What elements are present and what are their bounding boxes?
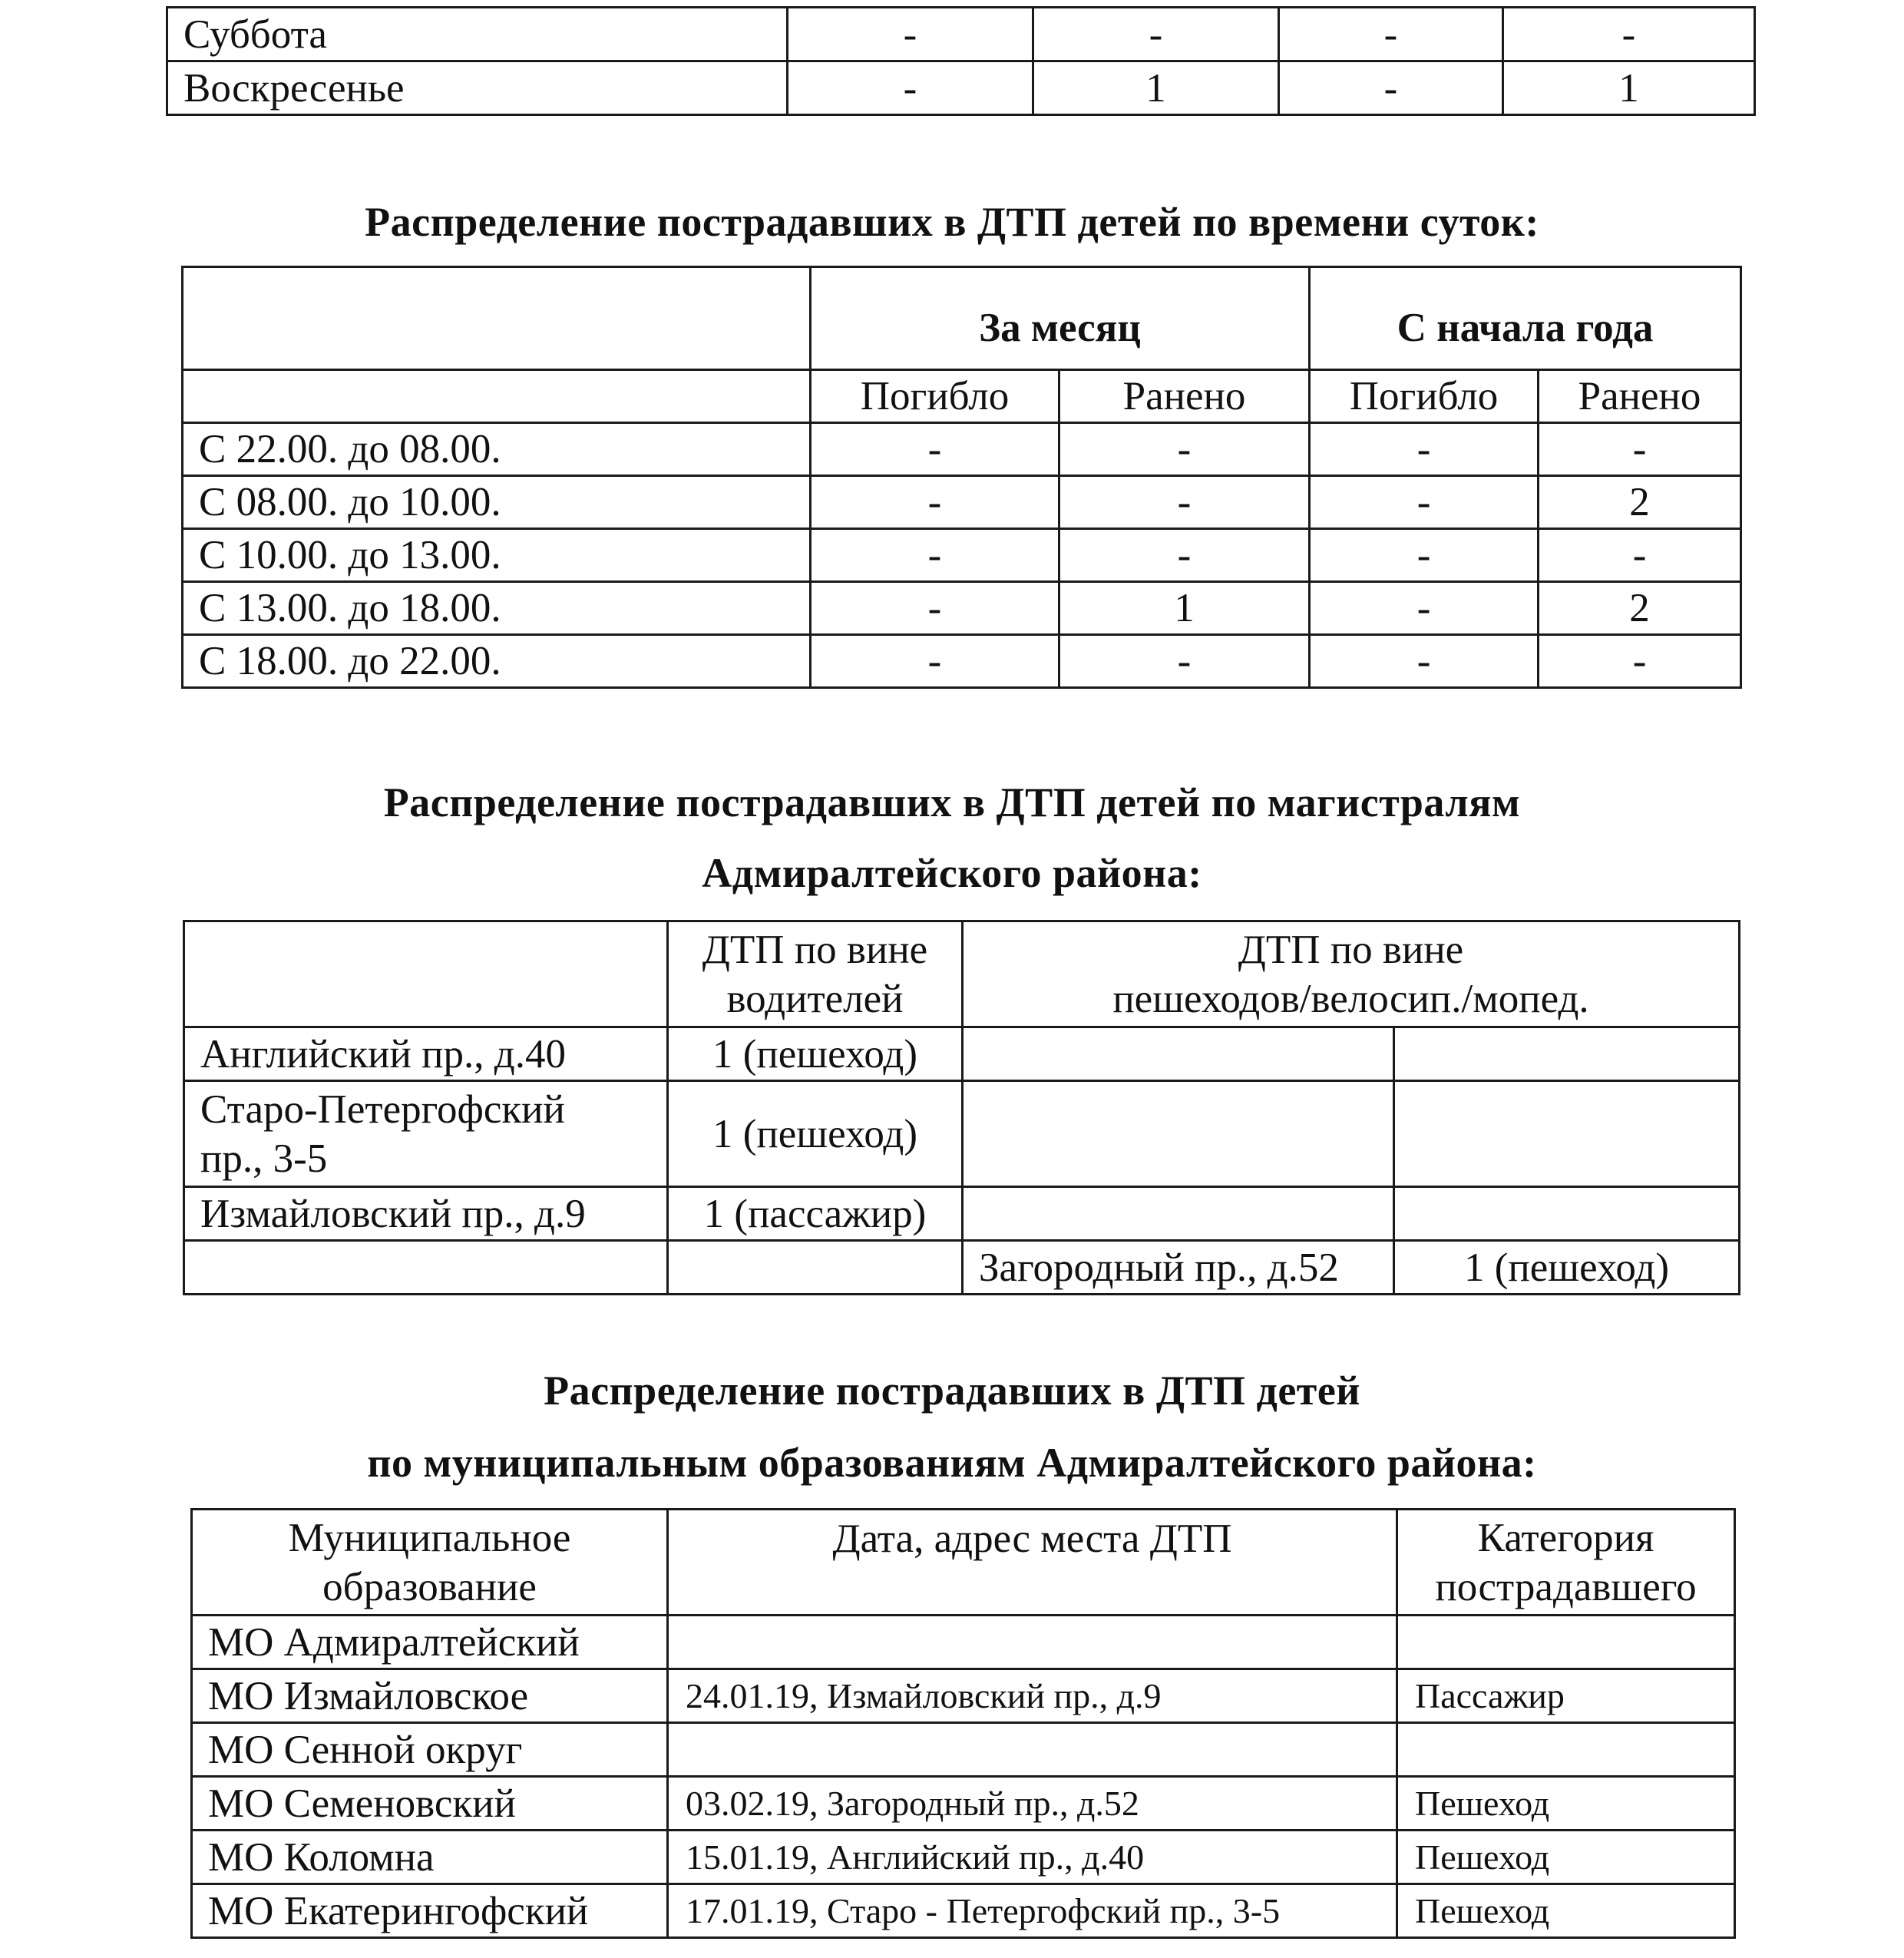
table-cell: - bbox=[1539, 423, 1741, 476]
group-month-header: За месяц bbox=[811, 267, 1310, 370]
pedestrian-count-cell bbox=[1394, 1027, 1740, 1081]
time-range-label: С 22.00. до 08.00. bbox=[183, 423, 811, 476]
empty-cell bbox=[183, 267, 811, 370]
roads-table bbox=[183, 920, 1740, 1295]
time-range-label: С 10.00. до 13.00. bbox=[183, 529, 811, 582]
table-cell: - bbox=[1539, 635, 1741, 688]
table-cell: - bbox=[811, 476, 1059, 529]
table-row bbox=[192, 1884, 1735, 1938]
road-label-line2: пр., 3-5 bbox=[200, 1136, 328, 1181]
col-header-drivers-line2: водителей bbox=[726, 976, 904, 1021]
date-address-cell bbox=[668, 1723, 1397, 1777]
table-row bbox=[183, 529, 1741, 582]
table-cell: - bbox=[1310, 476, 1539, 529]
table-row bbox=[183, 476, 1741, 529]
col-header-drivers-line1: ДТП по вине bbox=[702, 927, 928, 972]
drivers-cell: 1 (пешеход) bbox=[668, 1027, 963, 1081]
date-address-cell bbox=[668, 1616, 1397, 1669]
category-cell: Пешеход bbox=[1397, 1777, 1735, 1831]
roads-section-title-line2: Адмиралтейского района: bbox=[702, 850, 1202, 896]
empty-cell bbox=[183, 370, 811, 423]
table-row bbox=[184, 1241, 1740, 1295]
road-label bbox=[184, 1241, 668, 1295]
table-cell: 2 bbox=[1539, 582, 1741, 635]
table-row bbox=[192, 1616, 1735, 1669]
municipality-cell: МО Сенной округ bbox=[192, 1723, 668, 1777]
drivers-cell: 1 (пассажир) bbox=[668, 1187, 963, 1241]
table-cell: - bbox=[1059, 529, 1310, 582]
table-cell: - bbox=[811, 529, 1059, 582]
table-row bbox=[167, 8, 1755, 61]
table-row bbox=[183, 370, 1741, 423]
road-label: Измайловский пр., д.9 bbox=[184, 1187, 668, 1241]
table-cell: - bbox=[788, 61, 1033, 115]
municipal-section-title-line2: по муниципальным образованиям Адмиралтейского района: bbox=[367, 1440, 1537, 1486]
table-row bbox=[184, 1187, 1740, 1241]
municipality-cell: МО Адмиралтейский bbox=[192, 1616, 668, 1669]
pedestrian-place-cell bbox=[963, 1187, 1394, 1241]
col-header-pedestrians-line2: пешеходов/велосип./мопед. bbox=[1112, 976, 1589, 1021]
date-address-cell: 17.01.19, Старо - Петергофский пр., 3-5 bbox=[668, 1884, 1397, 1938]
time-range-label: С 08.00. до 10.00. bbox=[183, 476, 811, 529]
table-row bbox=[192, 1723, 1735, 1777]
pedestrian-place-cell bbox=[963, 1027, 1394, 1081]
table-row bbox=[192, 1831, 1735, 1884]
col-header-drivers bbox=[668, 921, 963, 1027]
pedestrian-place-cell bbox=[963, 1081, 1394, 1187]
drivers-cell: 1 (пешеход) bbox=[668, 1081, 963, 1187]
weekday-label: Суббота bbox=[167, 8, 788, 61]
municipality-cell: МО Измайловское bbox=[192, 1669, 668, 1723]
pedestrian-count-cell bbox=[1394, 1081, 1740, 1187]
table-cell: 2 bbox=[1539, 476, 1741, 529]
col-header-killed: Погибло bbox=[1310, 370, 1539, 423]
category-cell bbox=[1397, 1616, 1735, 1669]
municipality-cell: МО Екатерингофский bbox=[192, 1884, 668, 1938]
table-cell: - bbox=[1059, 423, 1310, 476]
col-header-injured: Ранено bbox=[1059, 370, 1310, 423]
pedestrian-count-cell bbox=[1394, 1187, 1740, 1241]
road-label-line1: Старо-Петергофский bbox=[200, 1086, 565, 1132]
table-cell: - bbox=[1539, 529, 1741, 582]
col-header-category-line1: Категория bbox=[1477, 1515, 1654, 1560]
table-cell: - bbox=[1033, 8, 1279, 61]
table-cell: - bbox=[1059, 635, 1310, 688]
table-cell: - bbox=[1279, 61, 1503, 115]
col-header-injured: Ранено bbox=[1539, 370, 1741, 423]
table-row bbox=[183, 267, 1741, 370]
time-table bbox=[181, 266, 1742, 689]
table-cell: - bbox=[1310, 529, 1539, 582]
table-row bbox=[183, 582, 1741, 635]
group-year-header: С начала года bbox=[1310, 267, 1741, 370]
municipal-section-title-line1: Распределение пострадавших в ДТП детей bbox=[544, 1368, 1360, 1414]
table-cell: 1 bbox=[1503, 61, 1755, 115]
weekday-label: Воскресенье bbox=[167, 61, 788, 115]
col-header-pedestrians-line1: ДТП по вине bbox=[1238, 927, 1464, 972]
time-section-title: Распределение пострадавших в ДТП детей по времени суток: bbox=[365, 199, 1539, 245]
category-cell bbox=[1397, 1723, 1735, 1777]
time-range-label: С 13.00. до 18.00. bbox=[183, 582, 811, 635]
roads-section-title-line1: Распределение пострадавших в ДТП детей по магистралям bbox=[383, 779, 1521, 825]
category-cell: Пешеход bbox=[1397, 1831, 1735, 1884]
date-address-cell: 15.01.19, Английский пр., д.40 bbox=[668, 1831, 1397, 1884]
table-row bbox=[184, 1081, 1740, 1187]
table-cell: 1 bbox=[1059, 582, 1310, 635]
col-header-municipality-line2: образование bbox=[322, 1564, 537, 1609]
table-cell: - bbox=[1310, 635, 1539, 688]
table-cell: - bbox=[1503, 8, 1755, 61]
category-cell: Пассажир bbox=[1397, 1669, 1735, 1723]
municipality-cell: МО Коломна bbox=[192, 1831, 668, 1884]
table-row bbox=[167, 61, 1755, 115]
table-cell: - bbox=[1279, 8, 1503, 61]
table-cell: - bbox=[1059, 476, 1310, 529]
table-cell: - bbox=[811, 635, 1059, 688]
table-row bbox=[192, 1777, 1735, 1831]
table-cell: - bbox=[1310, 423, 1539, 476]
table-cell: - bbox=[811, 582, 1059, 635]
date-address-cell: 24.01.19, Измайловский пр., д.9 bbox=[668, 1669, 1397, 1723]
weekday-table bbox=[166, 6, 1756, 116]
date-address-cell: 03.02.19, Загородный пр., д.52 bbox=[668, 1777, 1397, 1831]
table-row bbox=[192, 1510, 1735, 1616]
col-header-category-line2: пострадавшего bbox=[1435, 1564, 1697, 1609]
table-row bbox=[183, 423, 1741, 476]
time-range-label: С 18.00. до 22.00. bbox=[183, 635, 811, 688]
col-header-killed: Погибло bbox=[811, 370, 1059, 423]
municipality-cell: МО Семеновский bbox=[192, 1777, 668, 1831]
pedestrian-count-cell: 1 (пешеход) bbox=[1394, 1241, 1740, 1295]
road-label: Английский пр., д.40 bbox=[184, 1027, 668, 1081]
table-row bbox=[184, 921, 1740, 1027]
municipal-table bbox=[190, 1508, 1736, 1939]
col-header-pedestrians bbox=[963, 921, 1740, 1027]
table-row bbox=[183, 635, 1741, 688]
col-header-category bbox=[1397, 1510, 1735, 1616]
table-cell: - bbox=[788, 8, 1033, 61]
col-header-municipality-line1: Муниципальное bbox=[288, 1515, 571, 1560]
table-cell: 1 bbox=[1033, 61, 1279, 115]
table-row bbox=[192, 1669, 1735, 1723]
drivers-cell bbox=[668, 1241, 963, 1295]
pedestrian-place-cell: Загородный пр., д.52 bbox=[963, 1241, 1394, 1295]
category-cell: Пешеход bbox=[1397, 1884, 1735, 1938]
col-header-municipality bbox=[192, 1510, 668, 1616]
table-row bbox=[184, 1027, 1740, 1081]
table-cell: - bbox=[811, 423, 1059, 476]
empty-cell bbox=[184, 921, 668, 1027]
table-cell: - bbox=[1310, 582, 1539, 635]
road-label bbox=[184, 1081, 668, 1187]
col-header-date-address: Дата, адрес места ДТП bbox=[668, 1510, 1397, 1616]
